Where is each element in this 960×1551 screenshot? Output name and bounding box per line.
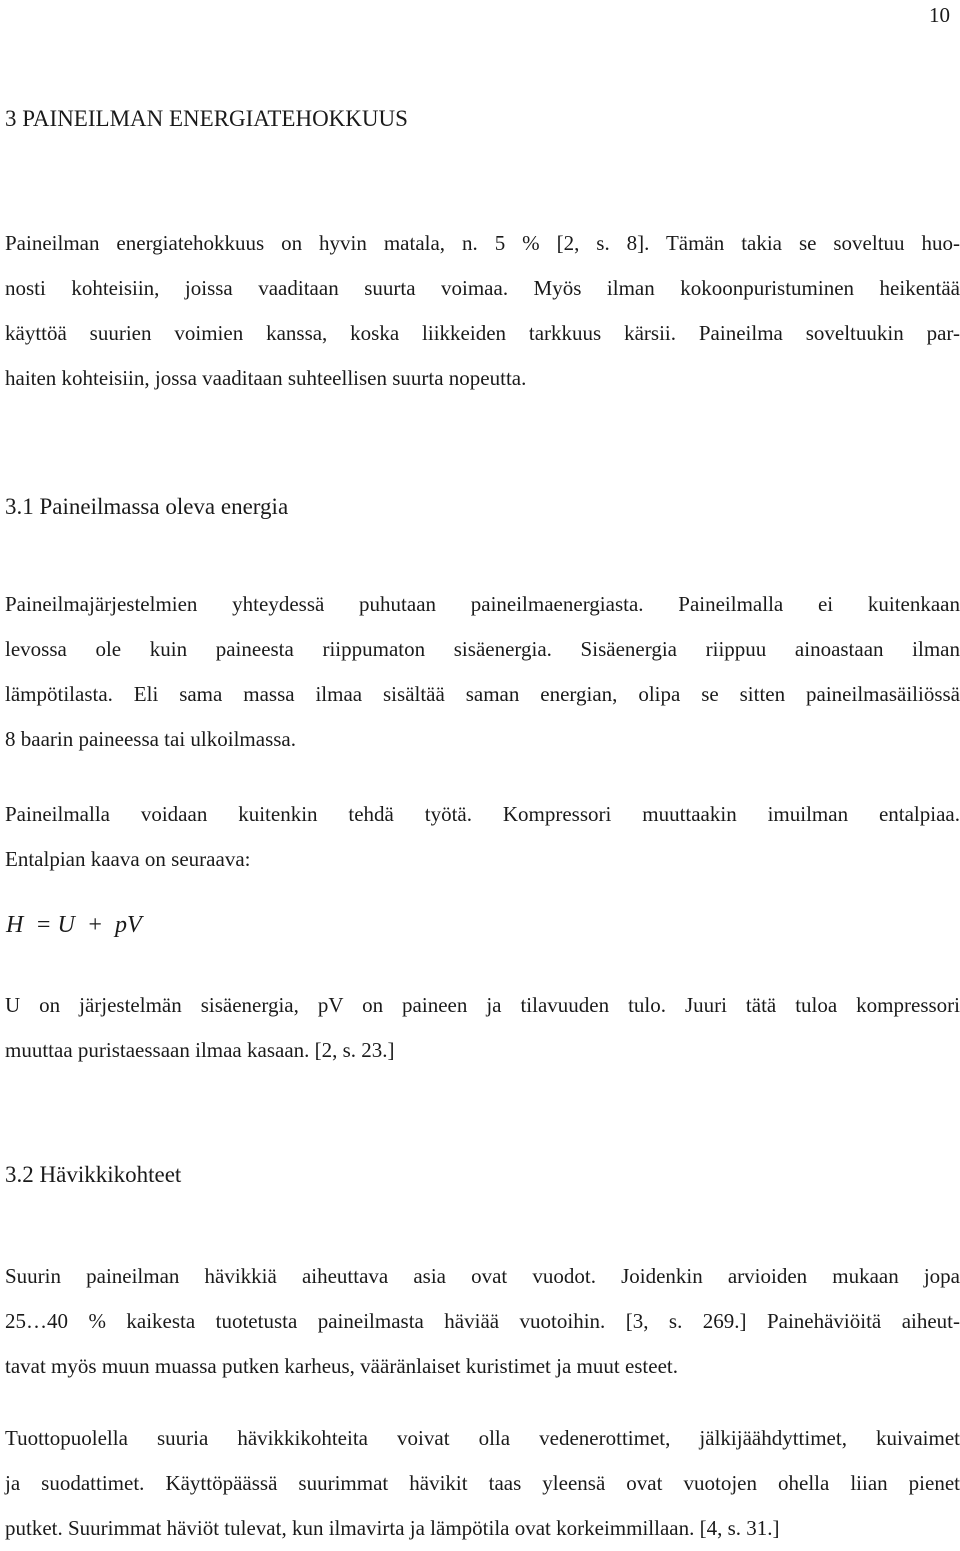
paragraph-formula-explanation [5,983,960,1073]
paragraph-line: Paineilman energiatehokkuus on hyvin matala, n. 5 % [2, s. 8]. Tämän takia se soveltuu huo- [5,231,960,255]
paragraph-enthalpy-intro [5,792,960,882]
paragraph-line: levossa ole kuin paineesta riippumaton sisäenergia. Sisäenergia riippuu ainoastaan ilman [5,637,960,661]
paragraph-line: ja suodattimet. Käyttöpäässä suurimmat hävikit taas yleensä ovat vuotojen ohella liian pienet [5,1471,960,1495]
paragraph-line: haiten kohteisiin, jossa vaaditaan suhteellisen suurta nopeutta. [5,366,527,390]
section-heading-3-1: 3.1 Paineilmassa oleva energia [5,494,289,519]
paragraph-loss-points [5,1416,960,1551]
paragraph-line: U on järjestelmän sisäenergia, pV on paineen ja tilavuuden tulo. Juuri tätä tuloa kompressori [5,993,960,1017]
paragraph-line: nosti kohteisiin, joissa vaaditaan suurta voimaa. Myös ilman kokoonpuristuminen heikentää [5,276,960,300]
paragraph-leakage [5,1254,960,1389]
page-number: 10 [929,3,950,27]
paragraph-line: Entalpian kaava on seuraava: [5,847,251,871]
paragraph-line: 8 baarin paineessa tai ulkoilmassa. [5,727,296,751]
paragraph-line: Suurin paineilman hävikkiä aiheuttava asia ovat vuodot. Joidenkin arvioiden mukaan jopa [5,1264,960,1288]
paragraph-line: käyttöä suurien voimien kanssa, koska liikkeiden tarkkuus kärsii. Paineilma soveltuukin par- [5,321,960,345]
paragraph-line: lämpötilasta. Eli sama massa ilmaa sisältää saman energian, olipa se sitten paineilmasäiliössä [5,682,960,706]
paragraph-line: Paineilmajärjestelmien yhteydessä puhutaan paineilmaenergiasta. Paineilmalla ei kuitenkaan [5,592,960,616]
section-heading-3-2: 3.2 Hävikkikohteet [5,1162,182,1187]
paragraph-line: muuttaa puristaessaan ilmaa kasaan. [2, s. 23.] [5,1038,395,1062]
paragraph-line: Paineilmalla voidaan kuitenkin tehdä työtä. Kompressori muuttaakin imuilman entalpiaa. [5,802,960,826]
paragraph-energy-efficiency [5,221,960,401]
chapter-heading: 3 PAINEILMAN ENERGIATEHOKKUUS [5,106,408,131]
paragraph-line: 25…40 % kaikesta tuotetusta paineilmasta häviää vuotoihin. [3, s. 269.] Painehäviöitä aiheut- [5,1309,960,1333]
paragraph-internal-energy [5,582,960,762]
paragraph-line: Tuottopuolella suuria hävikkikohteita voivat olla vedenerottimet, jälkijäähdyttimet, kuivaimet [5,1426,960,1450]
paragraph-line: tavat myös muun muassa putken karheus, vääränlaiset kuristimet ja muut esteet. [5,1354,678,1378]
enthalpy-formula: H = U + pV [6,912,142,938]
paragraph-line: putket. Suurimmat häviöt tulevat, kun ilmavirta ja lämpötila ovat korkeimmillaan. [4, s. 31.] [5,1516,780,1540]
